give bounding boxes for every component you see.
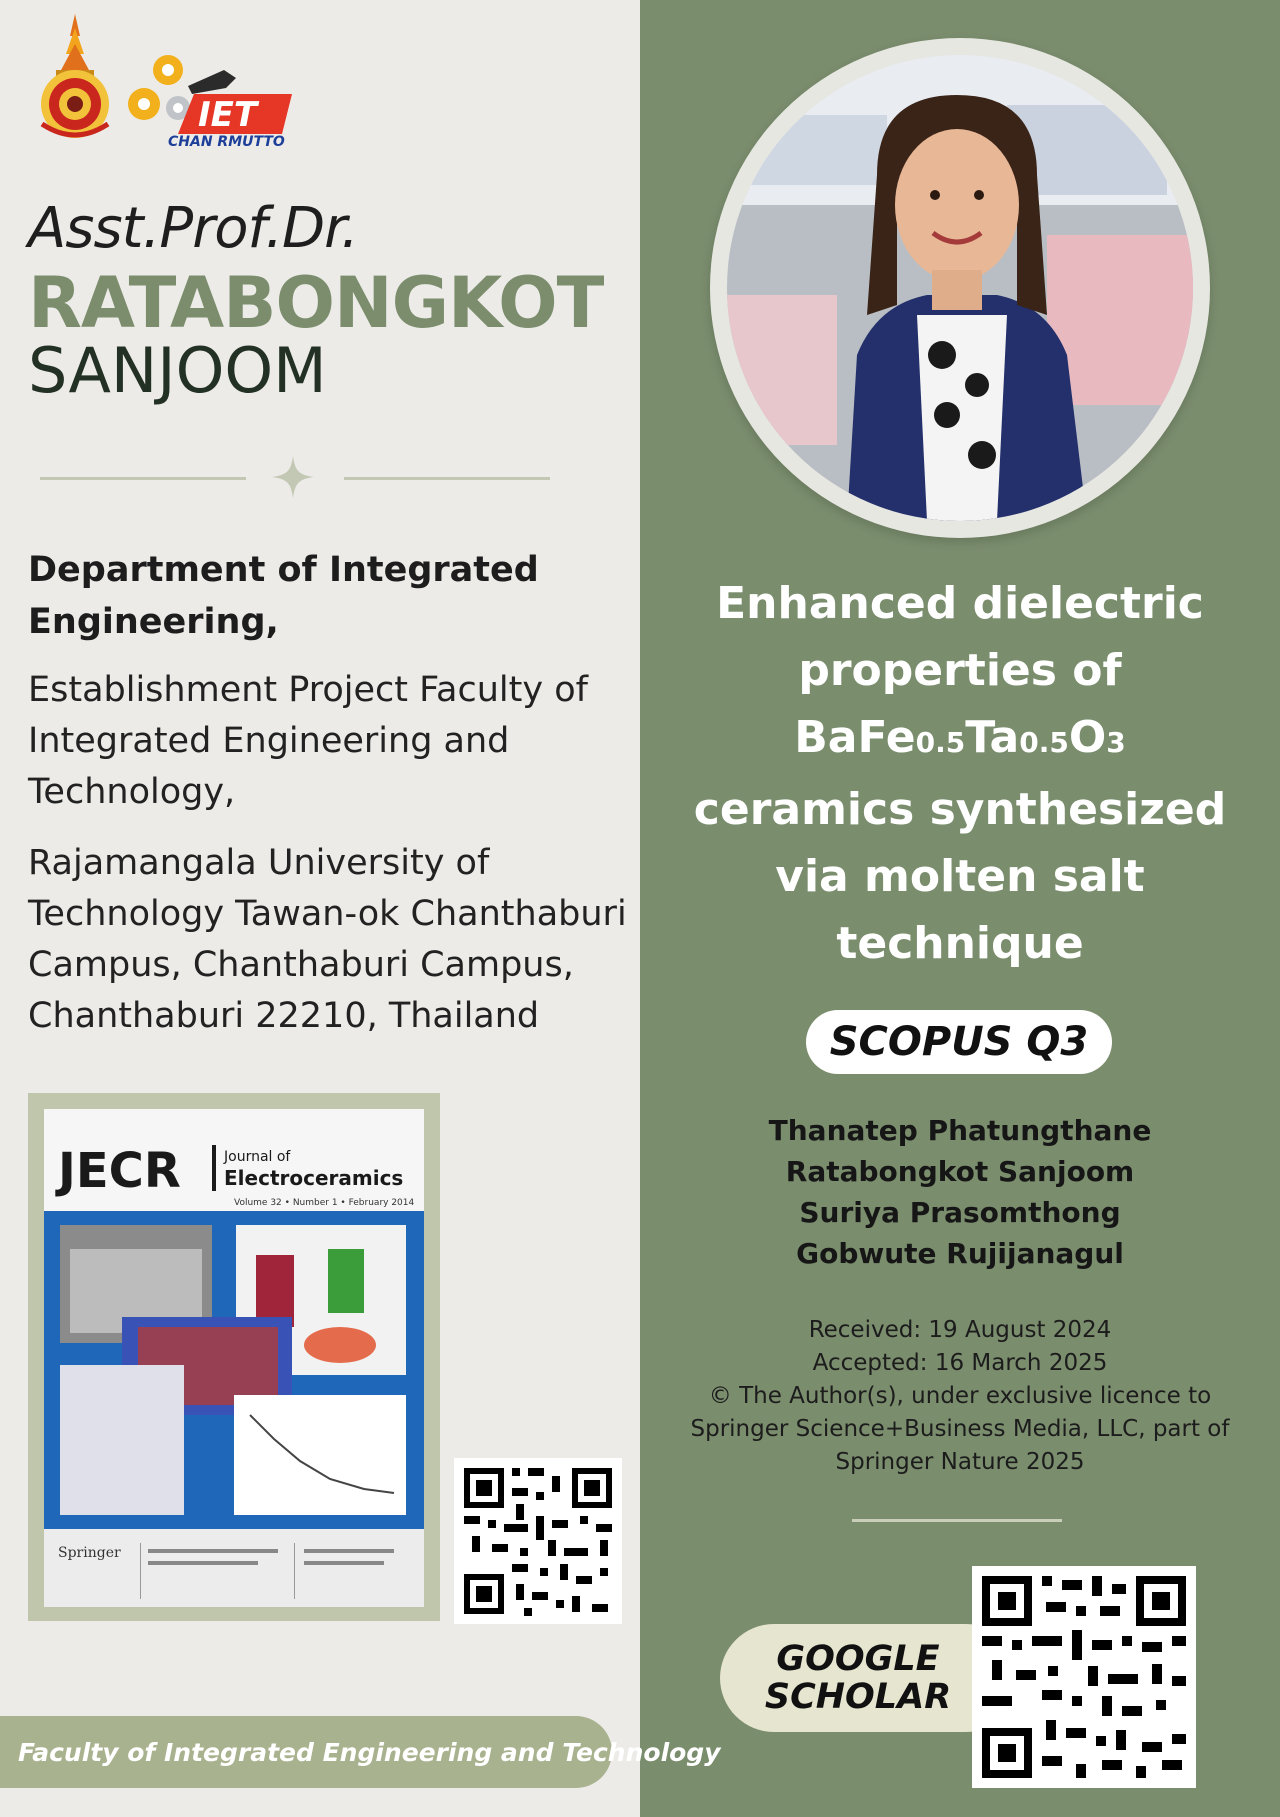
last-name: SANJOOM (28, 334, 327, 407)
formula-sub-b: 0.5 (1019, 726, 1069, 759)
formula-sub-c: 3 (1106, 726, 1126, 759)
paper-title (680, 570, 1240, 977)
journal-publisher: Springer (58, 1545, 121, 1561)
formula-part-a: BaFe (794, 712, 916, 763)
copyright-line: Springer Science+Business Media, LLC, part of (690, 1416, 1230, 1442)
iet-logo-sub: CHAN RMUTTO (168, 134, 285, 148)
journal-cover (44, 1109, 424, 1607)
iet-logo-mark: IET (198, 95, 258, 135)
sparkle-icon (272, 456, 314, 498)
author-name: Ratabongkot Sanjoom (785, 1155, 1135, 1188)
journal-abbrev: JECR (58, 1143, 181, 1199)
journal-name-line2: Electroceramics (224, 1166, 404, 1190)
paper-title-line1: Enhanced dielectric (716, 578, 1204, 629)
scopus-badge: SCOPUS Q3 (806, 1010, 1112, 1074)
author-name: Suriya Prasomthong (799, 1196, 1121, 1229)
publication-info (680, 1314, 1240, 1479)
paper-title-formula (680, 704, 1240, 776)
department: Department of Integrated Engineering, (28, 550, 539, 642)
formula-part-c: O (1068, 712, 1107, 763)
paper-title-line5: via molten salt (775, 851, 1145, 902)
portrait-photo (727, 55, 1193, 521)
formula-part-b: Ta (965, 712, 1020, 763)
journal-name-line1: Journal of (224, 1149, 291, 1165)
first-name: RATABONGKOT (28, 262, 604, 344)
paper-title-line4: ceramics synthesized (693, 784, 1227, 835)
paper-title-line2: properties of (798, 645, 1122, 696)
iet-logo (128, 48, 298, 148)
university-address: Rajamangala University of Technology Tawan-ok Chanthaburi Campus, Chanthaburi Campus, Chanthaburi 22210, Thailand (28, 843, 627, 1036)
formula-sub-a: 0.5 (915, 726, 966, 759)
journal-qr-code[interactable] (454, 1458, 622, 1624)
divider-short (852, 1519, 1062, 1522)
google-scholar-line2: SCHOLAR (764, 1677, 952, 1717)
google-scholar-label[interactable] (736, 1640, 980, 1716)
divider-right (344, 477, 550, 480)
paper-title-line6: technique (836, 918, 1084, 969)
copyright-line: © The Author(s), under exclusive licence to (708, 1383, 1212, 1409)
name-prefix: Asst.Prof.Dr. (28, 196, 358, 261)
university-seal-logo (36, 14, 114, 146)
author-name: Gobwute Rujijanagul (796, 1237, 1124, 1270)
author-list (680, 1110, 1240, 1274)
journal-issue: Volume 32 • Number 1 • February 2014 (234, 1198, 415, 1208)
copyright-line: Springer Nature 2025 (835, 1449, 1085, 1475)
footer-faculty-name: Faculty of Integrated Engineering and Technology (18, 1738, 721, 1767)
divider-left (40, 477, 246, 480)
faculty-project: Establishment Project Faculty of Integrated Engineering and Technology, (28, 670, 588, 812)
google-scholar-line1: GOOGLE (776, 1639, 940, 1679)
google-scholar-qr-code[interactable] (972, 1566, 1196, 1788)
received-date: Received: 19 August 2024 (808, 1317, 1112, 1343)
author-name: Thanatep Phatungthane (768, 1114, 1152, 1147)
accepted-date: Accepted: 16 March 2025 (812, 1350, 1108, 1376)
